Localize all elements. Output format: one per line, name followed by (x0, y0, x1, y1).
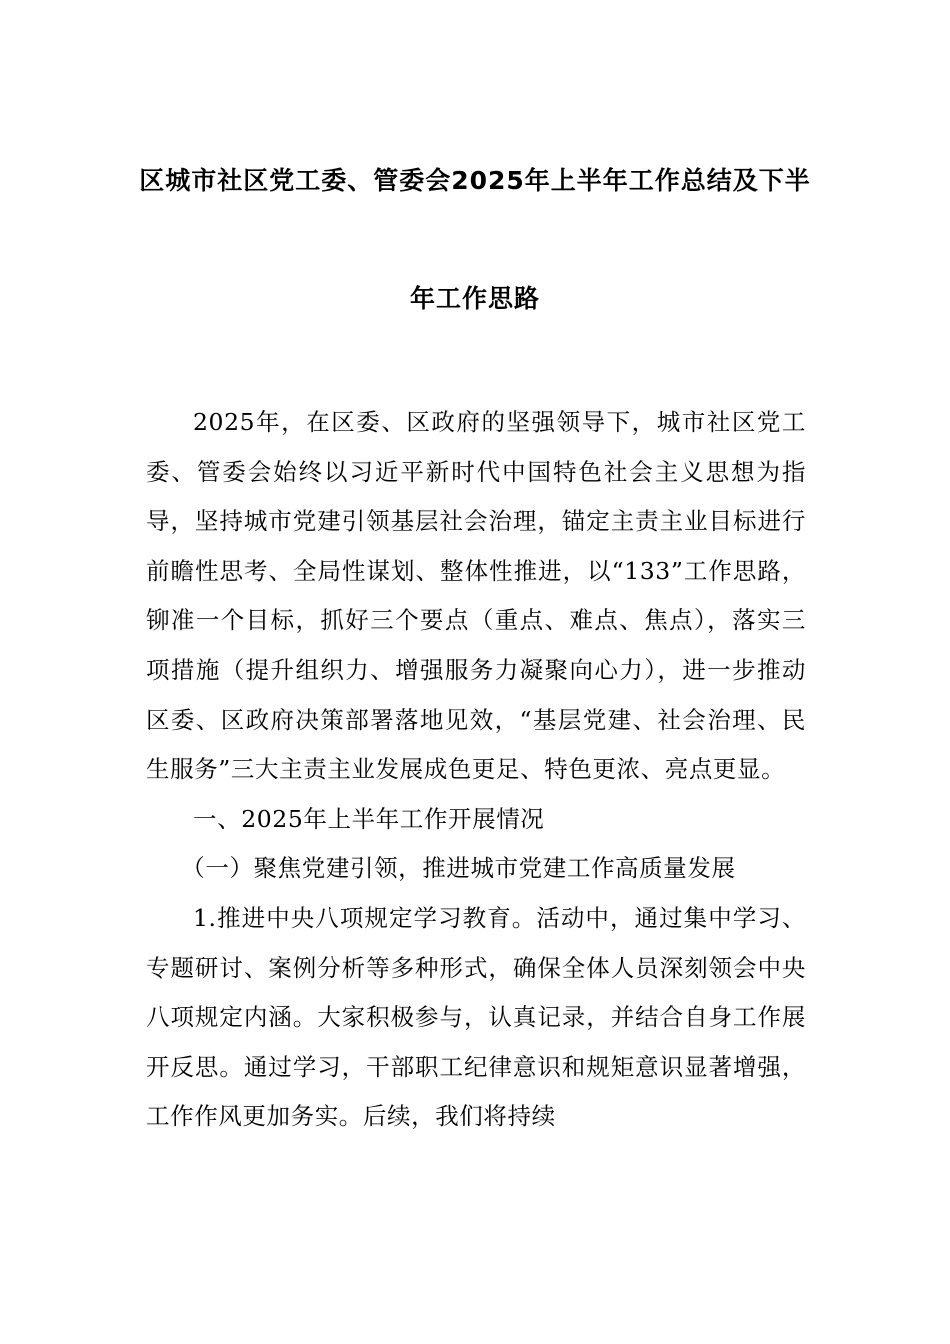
item-paragraph: 1.推进中央八项规定学习教育。活动中，通过集中学习、专题研讨、案例分析等多种形式，确保全体人员深刻领会中央八项规定内涵。大家积极参与，认真记录，并结合自身工作展开反思。通过学习，干部职工纪律意识和规矩意识显著增强，工作作风更加务实。后续，我们将持续 (146, 903, 806, 1131)
subsection-heading: （一）聚焦党建引领，推进城市党建工作高质量发展 (181, 854, 736, 883)
intro-paragraph: 2025年，在区委、区政府的坚强领导下，城市社区党工委、管委会始终以习近平新时代中国特色社会主义思想为指导，坚持城市党建引领基层社会治理，锚定主责主业目标进行前瞻性思考、全局性谋划、整体性推进，以“133”工作思路，铆准一个目标，抓好三个要点（重点、难点、焦点），落实三项措施（提升组织力、增强服务力凝聚向心力），进一步推动区委、区政府决策部署落地见效，“基层党建、社会治理、民生服务”三大主责主业发展成色更足、特色更浓、亮点更显。 (146, 408, 806, 784)
section-heading: 一、2025年上半年工作开展情况 (193, 804, 545, 833)
document-body (146, 398, 806, 1142)
document-title-line-1: 区城市社区党工委、管委会2025年上半年工作总结及下半 (139, 166, 811, 195)
document-title-line-2: 年工作思路 (409, 284, 540, 313)
